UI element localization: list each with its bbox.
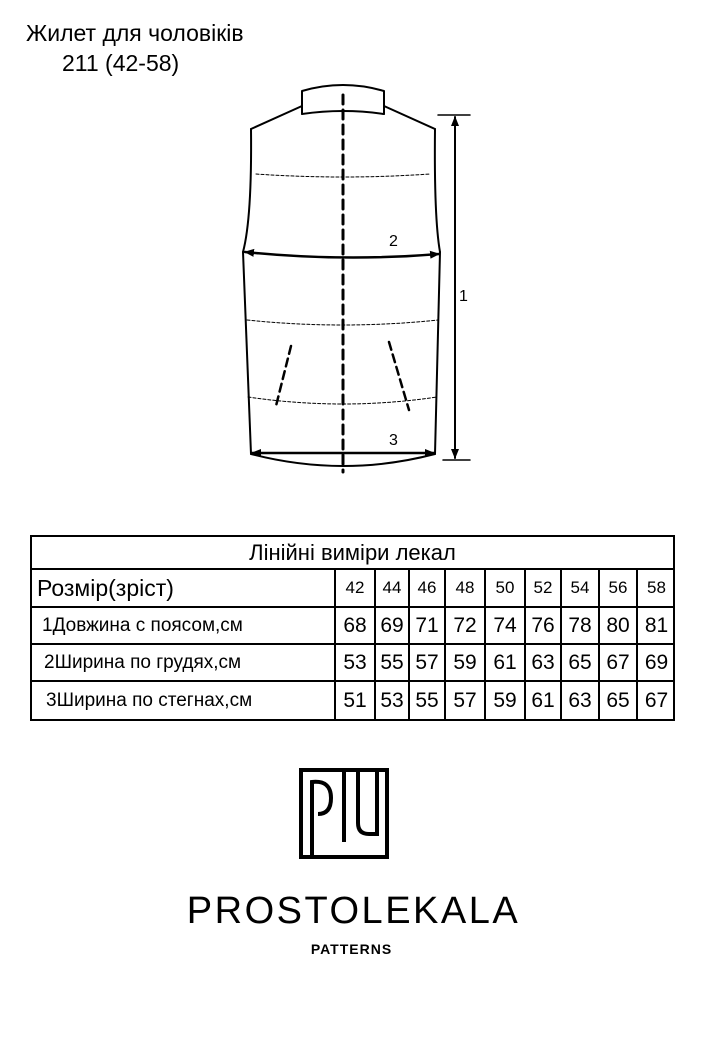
size-cell: 56 xyxy=(598,570,636,606)
size-cell: 52 xyxy=(524,570,560,606)
left-shoulder xyxy=(251,106,302,129)
value-cell: 76 xyxy=(524,608,560,643)
measurements-table xyxy=(30,535,675,721)
right-shoulder xyxy=(384,106,435,129)
value-cell: 81 xyxy=(636,608,675,643)
value-cell: 59 xyxy=(444,645,484,680)
size-cell: 44 xyxy=(374,570,408,606)
size-cell: 42 xyxy=(334,570,374,606)
value-cell: 71 xyxy=(408,608,444,643)
left-armhole xyxy=(243,129,251,252)
value-cell: 61 xyxy=(484,645,524,680)
size-cell: 50 xyxy=(484,570,524,606)
table-row xyxy=(32,608,673,645)
brand-name: PROSTOLEKALA xyxy=(186,890,521,932)
right-armhole xyxy=(435,129,440,252)
value-cell: 68 xyxy=(334,608,374,643)
brand-tagline: PATTERNS xyxy=(310,941,393,957)
value-cell: 69 xyxy=(374,608,408,643)
value-cell: 55 xyxy=(408,682,444,719)
value-cell: 51 xyxy=(334,682,374,719)
right-side xyxy=(435,252,440,454)
brand-logo-icon xyxy=(299,768,389,860)
value-cell: 61 xyxy=(524,682,560,719)
table-header-row xyxy=(32,570,673,608)
page-title: Жилет для чоловіків xyxy=(26,20,244,46)
size-cell: 48 xyxy=(444,570,484,606)
value-cell: 78 xyxy=(560,608,598,643)
value-cell: 65 xyxy=(560,645,598,680)
table-title: Лінійні виміри лекал xyxy=(32,537,673,570)
value-cell: 63 xyxy=(524,645,560,680)
value-cell: 69 xyxy=(636,645,675,680)
row-label-hip: 3Ширина по стегнах,см xyxy=(46,689,253,711)
value-cell: 57 xyxy=(444,682,484,719)
table-row xyxy=(32,682,673,719)
size-cell: 58 xyxy=(636,570,675,606)
value-cell: 53 xyxy=(334,645,374,680)
label-chest: 2 xyxy=(389,233,398,250)
model-number: 211 (42-58) xyxy=(62,50,180,76)
value-cell: 59 xyxy=(484,682,524,719)
row-label-chest: 2Ширина по грудях,см xyxy=(44,651,242,673)
value-cell: 67 xyxy=(636,682,675,719)
value-cell: 72 xyxy=(444,608,484,643)
value-cell: 65 xyxy=(598,682,636,719)
right-pocket xyxy=(389,342,409,410)
size-cell: 54 xyxy=(560,570,598,606)
row-label-length: 1Довжина с поясом,см xyxy=(42,614,243,636)
value-cell: 80 xyxy=(598,608,636,643)
value-cell: 57 xyxy=(408,645,444,680)
table-row xyxy=(32,645,673,682)
label-length: 1 xyxy=(459,288,468,305)
value-cell: 67 xyxy=(598,645,636,680)
label-hip: 3 xyxy=(389,432,398,449)
size-header-label: Розмір(зріст) xyxy=(37,574,174,601)
value-cell: 74 xyxy=(484,608,524,643)
value-cell: 63 xyxy=(560,682,598,719)
value-cell: 55 xyxy=(374,645,408,680)
vest-technical-drawing xyxy=(0,0,703,500)
size-cell: 46 xyxy=(408,570,444,606)
left-pocket xyxy=(276,346,291,406)
value-cell: 53 xyxy=(374,682,408,719)
left-side xyxy=(243,252,251,454)
